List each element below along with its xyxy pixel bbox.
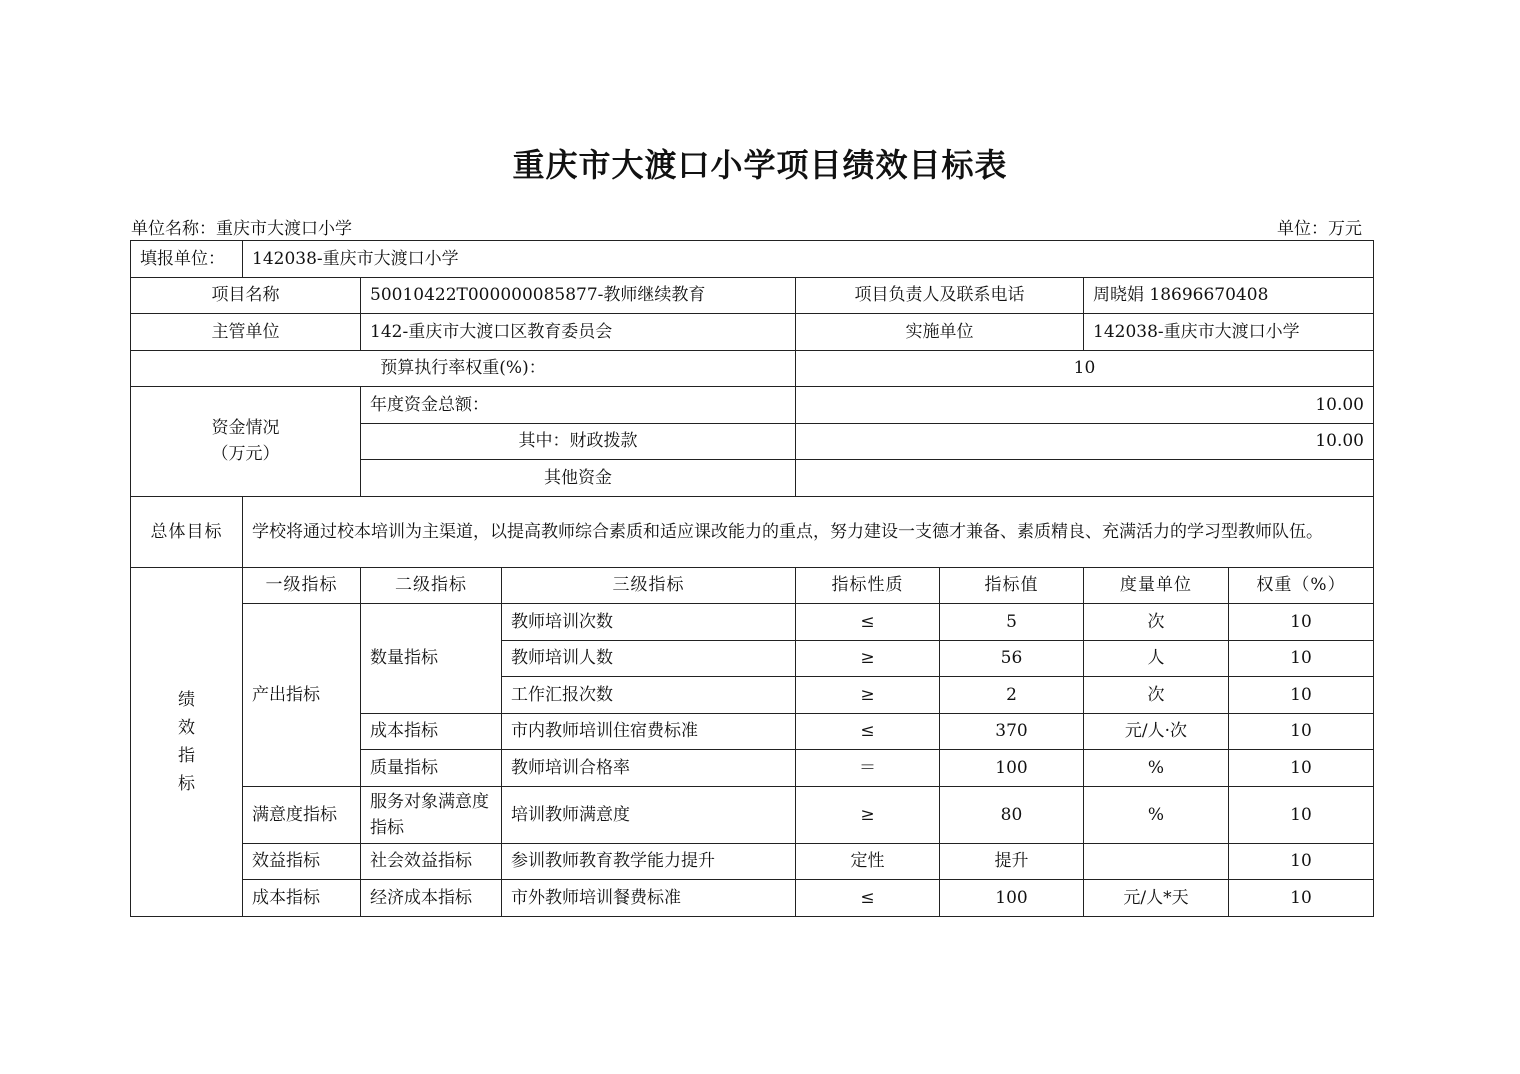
level1-benefit: 效益指标 (243, 843, 361, 880)
value-cell: 100 (940, 750, 1084, 787)
value-cell: 提升 (940, 843, 1084, 880)
level3-name: 参训教师教育教学能力提升 (502, 843, 796, 880)
weight-cell: 10 (1229, 604, 1374, 641)
level1-satisfaction: 满意度指标 (243, 786, 361, 843)
side-label-char: 标 (178, 773, 195, 794)
goal-label: 总体目标 (131, 496, 243, 567)
fill-unit-value: 142038-重庆市大渡口小学 (243, 241, 1374, 278)
level3-name: 教师培训次数 (502, 604, 796, 641)
supervisor-label: 主管单位 (131, 314, 361, 351)
value-cell: 5 (940, 604, 1084, 641)
level3-name: 教师培训人数 (502, 640, 796, 677)
funds-label (131, 387, 361, 497)
goal-text: 学校将通过校本培训为主渠道，以提高教师综合素质和适应课改能力的重点，努力建设一支德才兼备、素质精良、充满活力的学习型教师队伍。 (243, 496, 1374, 567)
unit-cell: % (1084, 750, 1229, 787)
unit-cell: 次 (1084, 677, 1229, 714)
funds-other-value (796, 460, 1374, 497)
level2-economic: 经济成本指标 (361, 880, 502, 917)
project-name-row (131, 277, 1374, 314)
level3-name: 培训教师满意度 (502, 786, 796, 843)
table-row (131, 786, 1374, 843)
unit-name-line (131, 214, 352, 239)
funds-total-row (131, 387, 1374, 424)
leader-label: 项目负责人及联系电话 (796, 277, 1084, 314)
goal-row (131, 496, 1374, 567)
side-label-char: 绩 (178, 689, 195, 710)
value-cell: 2 (940, 677, 1084, 714)
header-level2: 二级指标 (361, 567, 502, 604)
leader-value: 周晓娟 18696670408 (1084, 277, 1374, 314)
nature-cell: ＝ (796, 750, 940, 787)
indicators-side-label (131, 567, 243, 916)
table-row (131, 843, 1374, 880)
nature-cell: ≤ (796, 604, 940, 641)
unit-cell: 人 (1084, 640, 1229, 677)
level2-service: 服务对象满意度指标 (361, 786, 502, 843)
funds-total-value: 10.00 (796, 387, 1374, 424)
header-value: 指标值 (940, 567, 1084, 604)
fill-unit-row (131, 241, 1374, 278)
unit-cell: 次 (1084, 604, 1229, 641)
indicator-header-row (131, 567, 1374, 604)
nature-cell: ≥ (796, 640, 940, 677)
weight-cell: 10 (1229, 640, 1374, 677)
unit-cell: % (1084, 786, 1229, 843)
currency-unit-value: 万元 (1328, 219, 1362, 239)
level2-quantity: 数量指标 (361, 604, 502, 714)
page-title: 重庆市大渡口小学项目绩效目标表 (512, 146, 1008, 184)
side-label-char: 指 (178, 745, 195, 766)
unit-cell: 元/人·次 (1084, 713, 1229, 750)
table-row (131, 604, 1374, 641)
level2-cost: 成本指标 (361, 713, 502, 750)
header-level1: 一级指标 (243, 567, 361, 604)
supervisor-value: 142-重庆市大渡口区教育委员会 (361, 314, 796, 351)
funds-other-label: 其他资金 (361, 460, 796, 497)
project-name-label: 项目名称 (131, 277, 361, 314)
weight-cell: 10 (1229, 843, 1374, 880)
level1-cost: 成本指标 (243, 880, 361, 917)
nature-cell: ≥ (796, 786, 940, 843)
budget-weight-value: 10 (796, 350, 1374, 387)
implementer-label: 实施单位 (796, 314, 1084, 351)
performance-target-table (130, 240, 1374, 917)
currency-unit-label: 单位： (1277, 219, 1328, 239)
level3-name: 市内教师培训住宿费标准 (502, 713, 796, 750)
project-name-value: 50010422T000000085877-教师继续教育 (361, 277, 796, 314)
table-row (131, 880, 1374, 917)
budget-weight-label: 预算执行率权重(%)： (131, 350, 796, 387)
weight-cell: 10 (1229, 750, 1374, 787)
level2-quality: 质量指标 (361, 750, 502, 787)
value-cell: 56 (940, 640, 1084, 677)
implementer-value: 142038-重庆市大渡口小学 (1084, 314, 1374, 351)
funds-fiscal-label: 其中：财政拨款 (361, 423, 796, 460)
supervisor-row (131, 314, 1374, 351)
funds-fiscal-value: 10.00 (796, 423, 1374, 460)
funds-total-label: 年度资金总额： (361, 387, 796, 424)
weight-cell: 10 (1229, 880, 1374, 917)
level3-name: 教师培训合格率 (502, 750, 796, 787)
fill-unit-label: 填报单位： (131, 241, 243, 278)
weight-cell: 10 (1229, 713, 1374, 750)
level3-name: 市外教师培训餐费标准 (502, 880, 796, 917)
level1-output: 产出指标 (243, 604, 361, 787)
side-label-char: 效 (178, 717, 195, 738)
level3-name: 工作汇报次数 (502, 677, 796, 714)
value-cell: 100 (940, 880, 1084, 917)
level2-social: 社会效益指标 (361, 843, 502, 880)
header-unit: 度量单位 (1084, 567, 1229, 604)
budget-weight-row (131, 350, 1374, 387)
unit-name-value: 重庆市大渡口小学 (216, 219, 352, 239)
unit-name-label: 单位名称： (131, 219, 216, 239)
currency-unit-line (1277, 214, 1362, 239)
nature-cell: ≤ (796, 880, 940, 917)
value-cell: 80 (940, 786, 1084, 843)
header-weight: 权重（%） (1229, 567, 1374, 604)
unit-cell: 元/人*天 (1084, 880, 1229, 917)
header-level3: 三级指标 (502, 567, 796, 604)
nature-cell: ≤ (796, 713, 940, 750)
weight-cell: 10 (1229, 786, 1374, 843)
header-nature: 指标性质 (796, 567, 940, 604)
funds-label-line1: 资金情况 (211, 418, 280, 439)
weight-cell: 10 (1229, 677, 1374, 714)
nature-cell: ≥ (796, 677, 940, 714)
funds-label-line2: （万元） (211, 444, 280, 465)
unit-cell (1084, 843, 1229, 880)
nature-cell: 定性 (796, 843, 940, 880)
value-cell: 370 (940, 713, 1084, 750)
